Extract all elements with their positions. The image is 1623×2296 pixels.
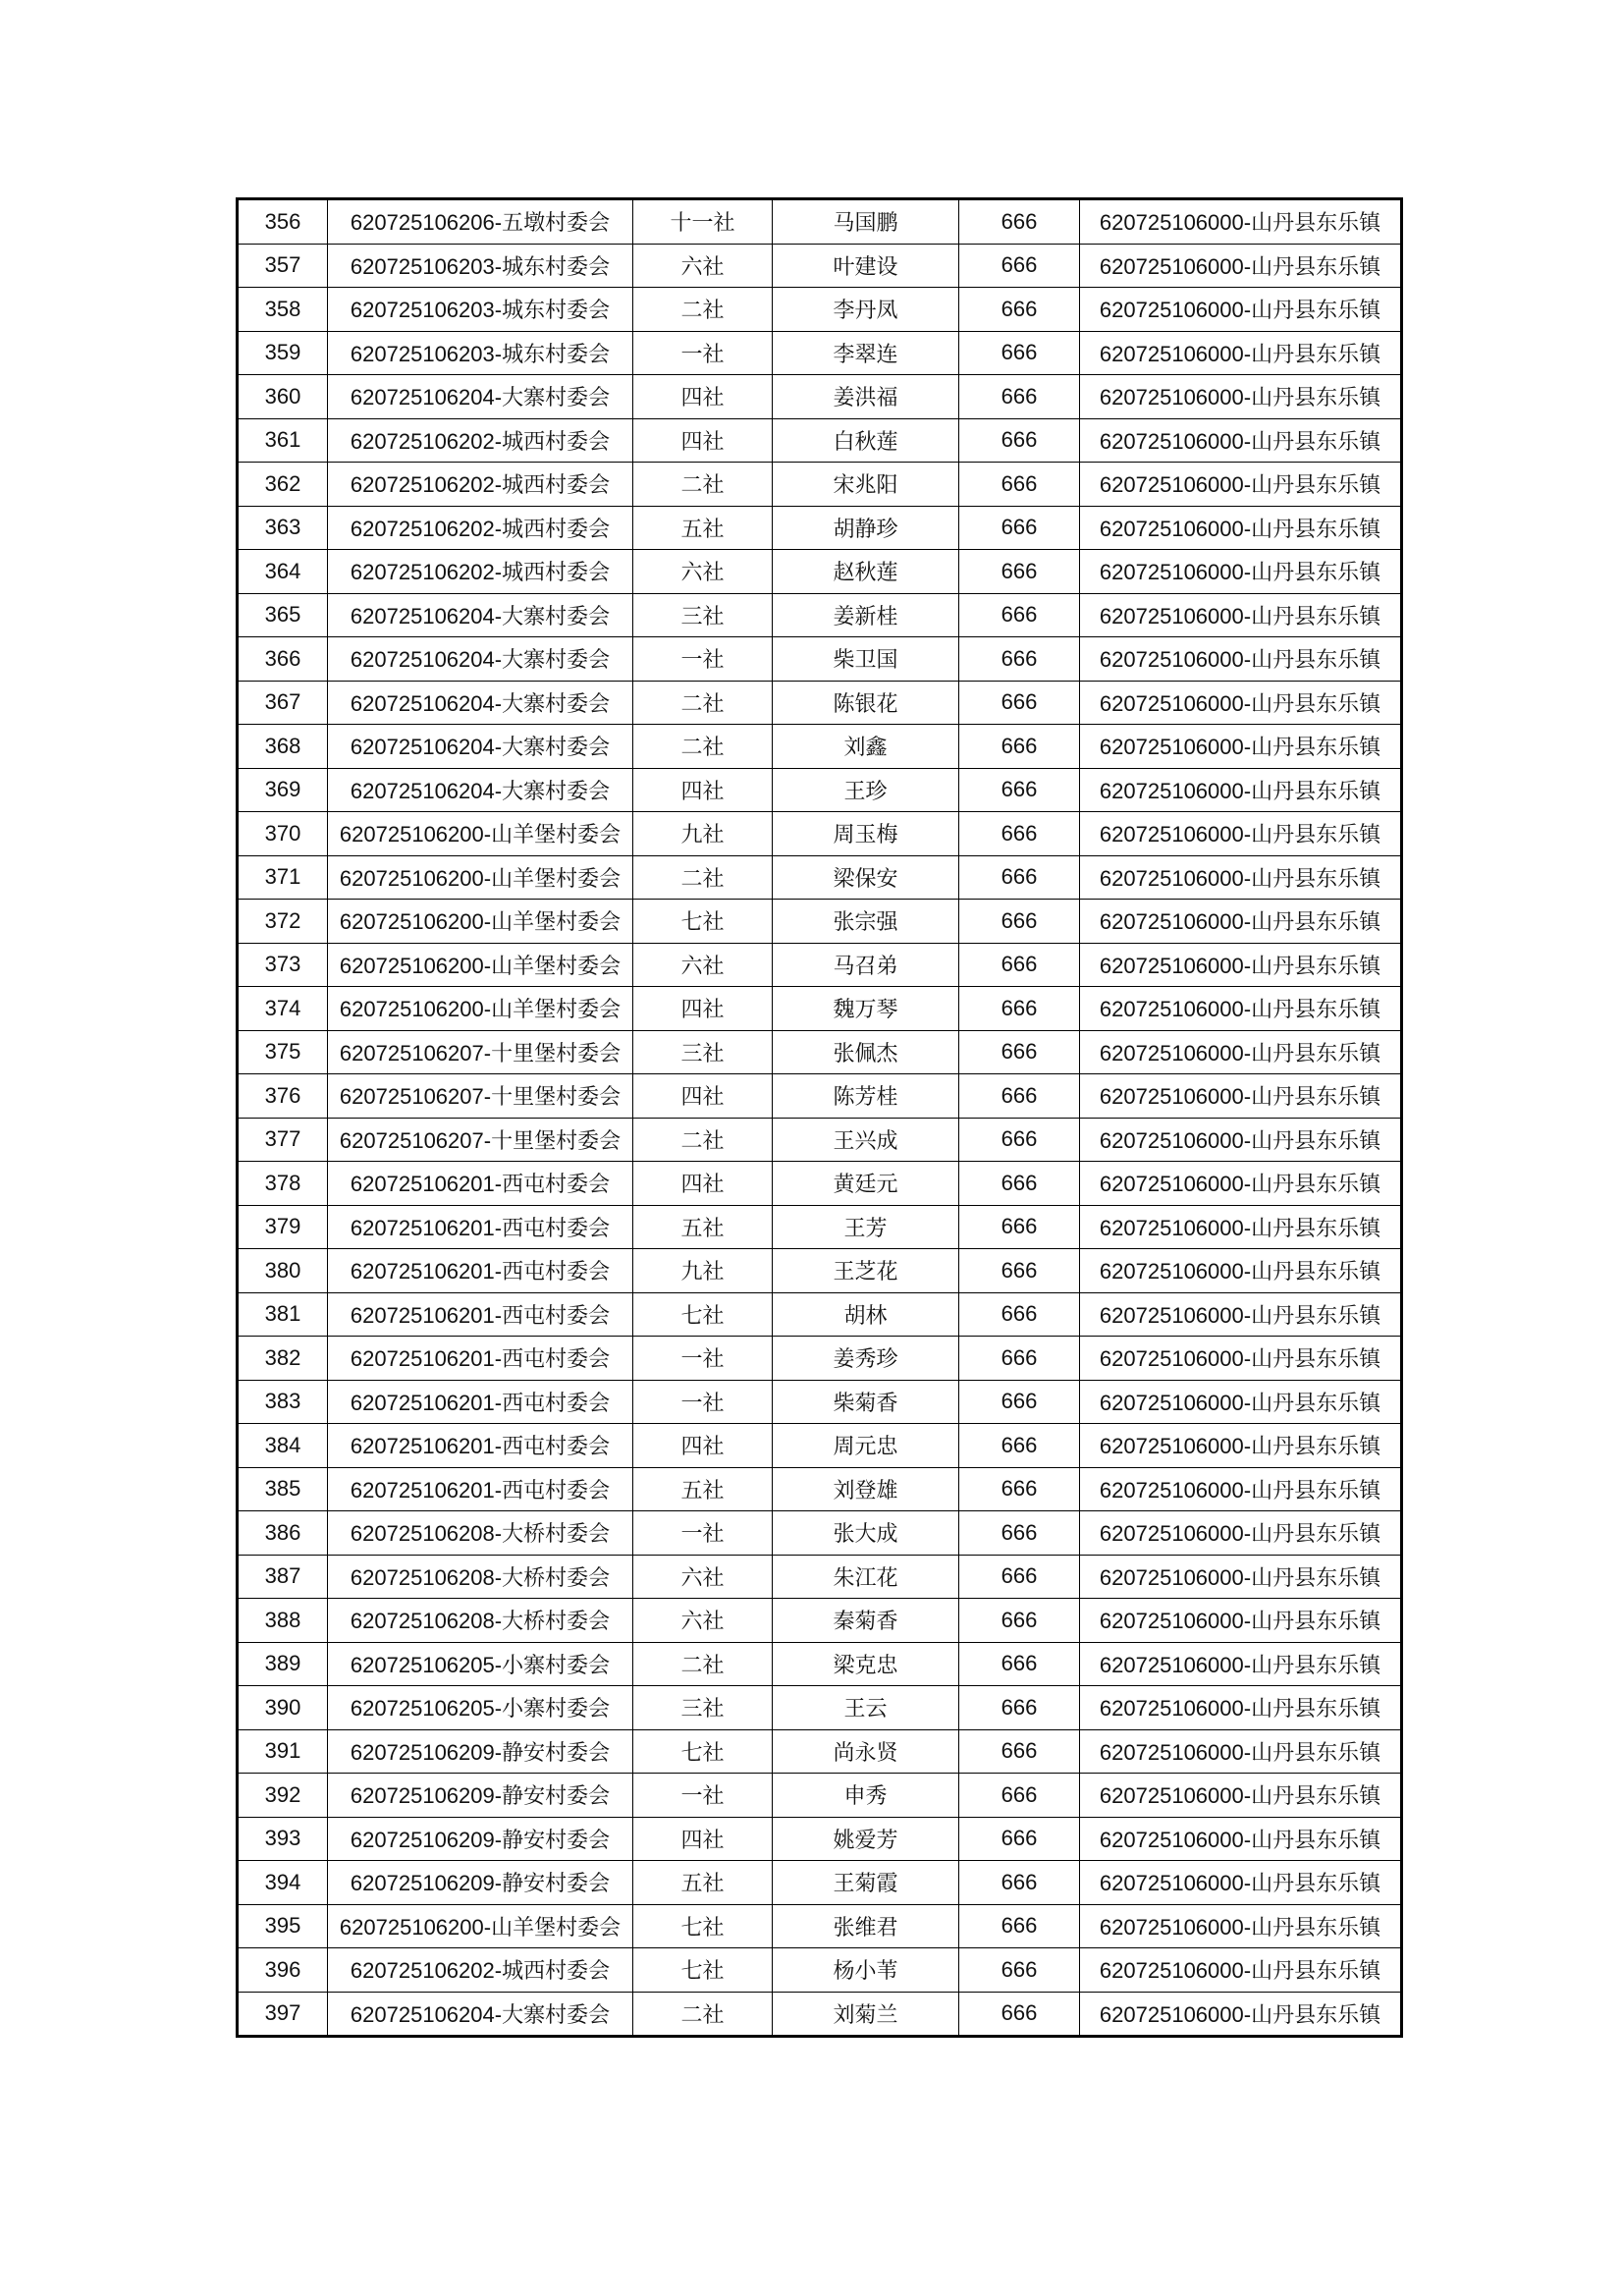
village-code-cell: 620725106209-静安村委会 [328,1817,633,1861]
table-row [238,1162,1402,1206]
row-number-cell: 392 [238,1774,328,1818]
name-cell: 张维君 [773,1904,959,1948]
table-row [238,1861,1402,1905]
village-code-cell: 620725106201-西屯村委会 [328,1249,633,1293]
row-number-cell: 366 [238,637,328,682]
amount-cell: 666 [959,1424,1080,1468]
town-code-cell: 620725106000-山丹县东乐镇 [1080,681,1402,725]
town-code-cell: 620725106000-山丹县东乐镇 [1080,637,1402,682]
group-cell: 三社 [633,593,773,637]
town-code-cell: 620725106000-山丹县东乐镇 [1080,593,1402,637]
row-number-cell: 394 [238,1861,328,1905]
group-cell: 四社 [633,987,773,1031]
amount-cell: 666 [959,550,1080,594]
town-code-cell: 620725106000-山丹县东乐镇 [1080,1555,1402,1599]
row-number-cell: 364 [238,550,328,594]
town-code-cell: 620725106000-山丹县东乐镇 [1080,1511,1402,1556]
amount-cell: 666 [959,768,1080,812]
amount-cell: 666 [959,1074,1080,1119]
village-code-cell: 620725106202-城西村委会 [328,418,633,463]
group-cell: 四社 [633,1817,773,1861]
group-cell: 二社 [633,463,773,507]
group-cell: 四社 [633,1074,773,1119]
amount-cell: 666 [959,199,1080,245]
amount-cell: 666 [959,987,1080,1031]
beneficiary-table [236,197,1403,2038]
name-cell: 张大成 [773,1511,959,1556]
row-number-cell: 385 [238,1467,328,1511]
village-code-cell: 620725106200-山羊堡村委会 [328,987,633,1031]
village-code-cell: 620725106203-城东村委会 [328,331,633,375]
town-code-cell: 620725106000-山丹县东乐镇 [1080,1162,1402,1206]
table-row [238,418,1402,463]
group-cell: 二社 [633,1992,773,2037]
amount-cell: 666 [959,725,1080,769]
amount-cell: 666 [959,463,1080,507]
village-code-cell: 620725106204-大寨村委会 [328,681,633,725]
name-cell: 宋兆阳 [773,463,959,507]
group-cell: 四社 [633,1162,773,1206]
group-cell: 二社 [633,1118,773,1162]
name-cell: 朱江花 [773,1555,959,1599]
group-cell: 二社 [633,288,773,332]
table-row [238,550,1402,594]
amount-cell: 666 [959,506,1080,550]
group-cell: 四社 [633,768,773,812]
village-code-cell: 620725106209-静安村委会 [328,1774,633,1818]
group-cell: 五社 [633,1467,773,1511]
name-cell: 姚爱芳 [773,1817,959,1861]
group-cell: 二社 [633,681,773,725]
town-code-cell: 620725106000-山丹县东乐镇 [1080,1948,1402,1993]
row-number-cell: 372 [238,900,328,944]
town-code-cell: 620725106000-山丹县东乐镇 [1080,1424,1402,1468]
table-row [238,244,1402,288]
row-number-cell: 388 [238,1599,328,1643]
table-body [238,199,1402,2037]
town-code-cell: 620725106000-山丹县东乐镇 [1080,1467,1402,1511]
table-row [238,1992,1402,2037]
table-row [238,1337,1402,1381]
group-cell: 九社 [633,812,773,856]
town-code-cell: 620725106000-山丹县东乐镇 [1080,1817,1402,1861]
amount-cell: 666 [959,1774,1080,1818]
group-cell: 六社 [633,1555,773,1599]
village-code-cell: 620725106201-西屯村委会 [328,1424,633,1468]
town-code-cell: 620725106000-山丹县东乐镇 [1080,331,1402,375]
table-row [238,1511,1402,1556]
village-code-cell: 620725106200-山羊堡村委会 [328,812,633,856]
table-row [238,943,1402,987]
group-cell: 七社 [633,1729,773,1774]
table-row [238,725,1402,769]
village-code-cell: 620725106207-十里堡村委会 [328,1030,633,1074]
row-number-cell: 386 [238,1511,328,1556]
table-row [238,987,1402,1031]
group-cell: 一社 [633,1380,773,1424]
table-row [238,1948,1402,1993]
row-number-cell: 379 [238,1205,328,1249]
group-cell: 四社 [633,418,773,463]
name-cell: 白秋莲 [773,418,959,463]
village-code-cell: 620725106205-小寨村委会 [328,1686,633,1730]
row-number-cell: 396 [238,1948,328,1993]
name-cell: 李翠连 [773,331,959,375]
name-cell: 胡林 [773,1292,959,1337]
town-code-cell: 620725106000-山丹县东乐镇 [1080,1249,1402,1293]
group-cell: 七社 [633,900,773,944]
group-cell: 三社 [633,1030,773,1074]
group-cell: 五社 [633,506,773,550]
amount-cell: 666 [959,1817,1080,1861]
village-code-cell: 620725106201-西屯村委会 [328,1337,633,1381]
village-code-cell: 620725106208-大桥村委会 [328,1511,633,1556]
village-code-cell: 620725106202-城西村委会 [328,506,633,550]
table-row [238,1555,1402,1599]
village-code-cell: 620725106204-大寨村委会 [328,637,633,682]
name-cell: 尚永贤 [773,1729,959,1774]
row-number-cell: 374 [238,987,328,1031]
village-code-cell: 620725106204-大寨村委会 [328,593,633,637]
amount-cell: 666 [959,1686,1080,1730]
amount-cell: 666 [959,1162,1080,1206]
row-number-cell: 375 [238,1030,328,1074]
village-code-cell: 620725106201-西屯村委会 [328,1467,633,1511]
town-code-cell: 620725106000-山丹县东乐镇 [1080,550,1402,594]
table-row [238,199,1402,245]
row-number-cell: 380 [238,1249,328,1293]
town-code-cell: 620725106000-山丹县东乐镇 [1080,1729,1402,1774]
document-table-wrapper [236,197,1403,2038]
village-code-cell: 620725106201-西屯村委会 [328,1292,633,1337]
row-number-cell: 358 [238,288,328,332]
group-cell: 六社 [633,943,773,987]
village-code-cell: 620725106202-城西村委会 [328,550,633,594]
town-code-cell: 620725106000-山丹县东乐镇 [1080,1337,1402,1381]
name-cell: 梁克忠 [773,1642,959,1686]
amount-cell: 666 [959,1205,1080,1249]
table-row [238,1817,1402,1861]
row-number-cell: 382 [238,1337,328,1381]
town-code-cell: 620725106000-山丹县东乐镇 [1080,987,1402,1031]
amount-cell: 666 [959,1511,1080,1556]
group-cell: 二社 [633,855,773,900]
group-cell: 二社 [633,1642,773,1686]
name-cell: 陈银花 [773,681,959,725]
table-row [238,1686,1402,1730]
table-row [238,1249,1402,1293]
town-code-cell: 620725106000-山丹县东乐镇 [1080,1030,1402,1074]
row-number-cell: 391 [238,1729,328,1774]
town-code-cell: 620725106000-山丹县东乐镇 [1080,506,1402,550]
table-row [238,1467,1402,1511]
village-code-cell: 620725106204-大寨村委会 [328,768,633,812]
name-cell: 柴菊香 [773,1380,959,1424]
name-cell: 胡静珍 [773,506,959,550]
table-row [238,812,1402,856]
town-code-cell: 620725106000-山丹县东乐镇 [1080,1599,1402,1643]
group-cell: 五社 [633,1861,773,1905]
table-row [238,506,1402,550]
amount-cell: 666 [959,375,1080,419]
village-code-cell: 620725106209-静安村委会 [328,1861,633,1905]
village-code-cell: 620725106203-城东村委会 [328,288,633,332]
group-cell: 一社 [633,1511,773,1556]
table-row [238,1292,1402,1337]
name-cell: 张宗强 [773,900,959,944]
amount-cell: 666 [959,1249,1080,1293]
town-code-cell: 620725106000-山丹县东乐镇 [1080,768,1402,812]
table-row [238,331,1402,375]
table-row [238,1380,1402,1424]
group-cell: 六社 [633,550,773,594]
village-code-cell: 620725106200-山羊堡村委会 [328,943,633,987]
row-number-cell: 371 [238,855,328,900]
town-code-cell: 620725106000-山丹县东乐镇 [1080,1292,1402,1337]
name-cell: 叶建设 [773,244,959,288]
name-cell: 魏万琴 [773,987,959,1031]
amount-cell: 666 [959,418,1080,463]
amount-cell: 666 [959,593,1080,637]
village-code-cell: 620725106202-城西村委会 [328,463,633,507]
row-number-cell: 378 [238,1162,328,1206]
amount-cell: 666 [959,244,1080,288]
amount-cell: 666 [959,1992,1080,2037]
amount-cell: 666 [959,637,1080,682]
name-cell: 马国鹏 [773,199,959,245]
town-code-cell: 620725106000-山丹县东乐镇 [1080,199,1402,245]
amount-cell: 666 [959,288,1080,332]
row-number-cell: 361 [238,418,328,463]
name-cell: 刘菊兰 [773,1992,959,2037]
row-number-cell: 368 [238,725,328,769]
town-code-cell: 620725106000-山丹县东乐镇 [1080,288,1402,332]
town-code-cell: 620725106000-山丹县东乐镇 [1080,725,1402,769]
table-row [238,1729,1402,1774]
amount-cell: 666 [959,855,1080,900]
table-row [238,681,1402,725]
table-row [238,637,1402,682]
row-number-cell: 369 [238,768,328,812]
name-cell: 王云 [773,1686,959,1730]
group-cell: 三社 [633,1686,773,1730]
name-cell: 刘鑫 [773,725,959,769]
village-code-cell: 620725106201-西屯村委会 [328,1205,633,1249]
town-code-cell: 620725106000-山丹县东乐镇 [1080,812,1402,856]
row-number-cell: 390 [238,1686,328,1730]
town-code-cell: 620725106000-山丹县东乐镇 [1080,900,1402,944]
name-cell: 姜洪福 [773,375,959,419]
row-number-cell: 362 [238,463,328,507]
table-row [238,375,1402,419]
name-cell: 梁保安 [773,855,959,900]
village-code-cell: 620725106200-山羊堡村委会 [328,900,633,944]
group-cell: 四社 [633,1424,773,1468]
name-cell: 陈芳桂 [773,1074,959,1119]
name-cell: 王菊霞 [773,1861,959,1905]
amount-cell: 666 [959,1030,1080,1074]
amount-cell: 666 [959,1292,1080,1337]
amount-cell: 666 [959,1861,1080,1905]
row-number-cell: 365 [238,593,328,637]
town-code-cell: 620725106000-山丹县东乐镇 [1080,1642,1402,1686]
town-code-cell: 620725106000-山丹县东乐镇 [1080,463,1402,507]
name-cell: 周元忠 [773,1424,959,1468]
row-number-cell: 383 [238,1380,328,1424]
village-code-cell: 620725106209-静安村委会 [328,1729,633,1774]
amount-cell: 666 [959,900,1080,944]
table-row [238,288,1402,332]
table-row [238,1074,1402,1119]
row-number-cell: 376 [238,1074,328,1119]
name-cell: 姜秀珍 [773,1337,959,1381]
name-cell: 王芳 [773,1205,959,1249]
amount-cell: 666 [959,331,1080,375]
group-cell: 一社 [633,1774,773,1818]
group-cell: 五社 [633,1205,773,1249]
amount-cell: 666 [959,1948,1080,1993]
row-number-cell: 367 [238,681,328,725]
group-cell: 九社 [633,1249,773,1293]
row-number-cell: 384 [238,1424,328,1468]
amount-cell: 666 [959,1555,1080,1599]
table-row [238,1118,1402,1162]
amount-cell: 666 [959,1118,1080,1162]
town-code-cell: 620725106000-山丹县东乐镇 [1080,375,1402,419]
group-cell: 十一社 [633,199,773,245]
village-code-cell: 620725106200-山羊堡村委会 [328,855,633,900]
name-cell: 李丹凤 [773,288,959,332]
name-cell: 姜新桂 [773,593,959,637]
name-cell: 秦菊香 [773,1599,959,1643]
village-code-cell: 620725106203-城东村委会 [328,244,633,288]
name-cell: 刘登雄 [773,1467,959,1511]
name-cell: 赵秋莲 [773,550,959,594]
village-code-cell: 620725106204-大寨村委会 [328,375,633,419]
row-number-cell: 381 [238,1292,328,1337]
town-code-cell: 620725106000-山丹县东乐镇 [1080,1904,1402,1948]
town-code-cell: 620725106000-山丹县东乐镇 [1080,1992,1402,2037]
amount-cell: 666 [959,681,1080,725]
group-cell: 六社 [633,244,773,288]
amount-cell: 666 [959,1642,1080,1686]
table-row [238,768,1402,812]
village-code-cell: 620725106204-大寨村委会 [328,725,633,769]
group-cell: 一社 [633,637,773,682]
row-number-cell: 360 [238,375,328,419]
group-cell: 七社 [633,1904,773,1948]
row-number-cell: 357 [238,244,328,288]
name-cell: 王兴成 [773,1118,959,1162]
town-code-cell: 620725106000-山丹县东乐镇 [1080,1118,1402,1162]
town-code-cell: 620725106000-山丹县东乐镇 [1080,1074,1402,1119]
town-code-cell: 620725106000-山丹县东乐镇 [1080,244,1402,288]
village-code-cell: 620725106202-城西村委会 [328,1948,633,1993]
table-row [238,900,1402,944]
town-code-cell: 620725106000-山丹县东乐镇 [1080,1861,1402,1905]
row-number-cell: 356 [238,199,328,245]
name-cell: 张佩杰 [773,1030,959,1074]
row-number-cell: 387 [238,1555,328,1599]
town-code-cell: 620725106000-山丹县东乐镇 [1080,1686,1402,1730]
row-number-cell: 373 [238,943,328,987]
row-number-cell: 397 [238,1992,328,2037]
village-code-cell: 620725106200-山羊堡村委会 [328,1904,633,1948]
table-row [238,1599,1402,1643]
village-code-cell: 620725106205-小寨村委会 [328,1642,633,1686]
town-code-cell: 620725106000-山丹县东乐镇 [1080,418,1402,463]
name-cell: 马召弟 [773,943,959,987]
row-number-cell: 363 [238,506,328,550]
amount-cell: 666 [959,1467,1080,1511]
name-cell: 黄廷元 [773,1162,959,1206]
table-row [238,1642,1402,1686]
row-number-cell: 389 [238,1642,328,1686]
town-code-cell: 620725106000-山丹县东乐镇 [1080,1774,1402,1818]
amount-cell: 666 [959,812,1080,856]
amount-cell: 666 [959,1599,1080,1643]
row-number-cell: 377 [238,1118,328,1162]
group-cell: 一社 [633,331,773,375]
town-code-cell: 620725106000-山丹县东乐镇 [1080,943,1402,987]
name-cell: 周玉梅 [773,812,959,856]
table-row [238,1774,1402,1818]
village-code-cell: 620725106206-五墩村委会 [328,199,633,245]
name-cell: 王珍 [773,768,959,812]
row-number-cell: 393 [238,1817,328,1861]
group-cell: 六社 [633,1599,773,1643]
village-code-cell: 620725106204-大寨村委会 [328,1992,633,2037]
town-code-cell: 620725106000-山丹县东乐镇 [1080,1380,1402,1424]
table-row [238,1424,1402,1468]
group-cell: 一社 [633,1337,773,1381]
village-code-cell: 620725106208-大桥村委会 [328,1555,633,1599]
village-code-cell: 620725106208-大桥村委会 [328,1599,633,1643]
table-row [238,1904,1402,1948]
name-cell: 申秀 [773,1774,959,1818]
group-cell: 四社 [633,375,773,419]
amount-cell: 666 [959,1904,1080,1948]
group-cell: 七社 [633,1948,773,1993]
group-cell: 七社 [633,1292,773,1337]
town-code-cell: 620725106000-山丹县东乐镇 [1080,1205,1402,1249]
table-row [238,593,1402,637]
table-row [238,463,1402,507]
row-number-cell: 395 [238,1904,328,1948]
name-cell: 王芝花 [773,1249,959,1293]
town-code-cell: 620725106000-山丹县东乐镇 [1080,855,1402,900]
amount-cell: 666 [959,1337,1080,1381]
amount-cell: 666 [959,1380,1080,1424]
row-number-cell: 359 [238,331,328,375]
village-code-cell: 620725106207-十里堡村委会 [328,1118,633,1162]
table-row [238,855,1402,900]
village-code-cell: 620725106207-十里堡村委会 [328,1074,633,1119]
table-row [238,1205,1402,1249]
table-row [238,1030,1402,1074]
village-code-cell: 620725106201-西屯村委会 [328,1162,633,1206]
amount-cell: 666 [959,943,1080,987]
name-cell: 柴卫国 [773,637,959,682]
group-cell: 二社 [633,725,773,769]
village-code-cell: 620725106201-西屯村委会 [328,1380,633,1424]
row-number-cell: 370 [238,812,328,856]
name-cell: 杨小苇 [773,1948,959,1993]
amount-cell: 666 [959,1729,1080,1774]
